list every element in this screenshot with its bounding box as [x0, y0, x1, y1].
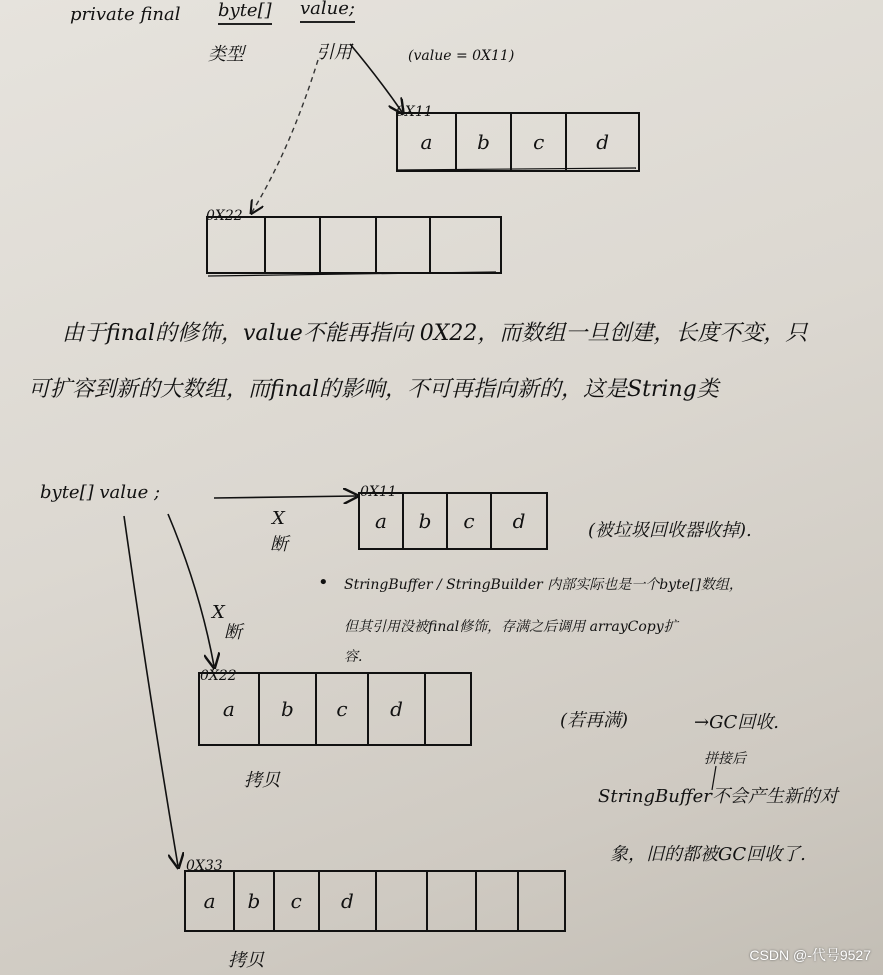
- arrow-section2-to-array3: [214, 496, 356, 498]
- cut-label-2: 断: [224, 622, 242, 643]
- copy-label-1: 拷贝: [244, 770, 280, 791]
- decl-var: value;: [300, 0, 355, 23]
- bracket-line: [396, 168, 636, 170]
- cut-mark-2: X: [212, 602, 225, 623]
- array4-cell: c: [317, 674, 369, 744]
- array4-cell: d: [369, 674, 427, 744]
- array3-cell: a: [360, 494, 404, 548]
- bullet-line1: StringBuffer / StringBuilder 内部实际也是一个byte[]数组，: [344, 577, 743, 593]
- array5-cell: d: [320, 872, 377, 930]
- array3-cell: c: [448, 494, 492, 548]
- array4-cell: a: [200, 674, 260, 744]
- array1-addr: 0X11: [396, 104, 433, 120]
- section2-decl: byte[] value ;: [40, 482, 161, 503]
- bracket-line: [208, 272, 496, 276]
- array5-cell: a: [186, 872, 235, 930]
- sb-line1: StringBuffer不会产生新的对: [598, 786, 838, 807]
- gc-arrow: →GC回收.: [694, 712, 779, 733]
- cut-label-1: 断: [270, 534, 288, 555]
- paragraph-line1: 由于final的修饰，value不能再指向 0X22，而数组一旦创建，长度不变，只: [62, 321, 808, 346]
- bullet-dot: •: [318, 572, 329, 593]
- bullet-line3: 容.: [344, 649, 363, 665]
- bullet-line2: 但其引用没被final修饰，存满之后调用 arrayCopy扩: [344, 619, 678, 635]
- paragraph-line2: 可扩容到新的大数组，而final的影响，不可再指向新的，这是String类: [28, 377, 719, 402]
- arrow-ref-to-array1: [350, 44, 402, 112]
- arrow-section2-to-array5: [124, 516, 178, 866]
- array2-addr: 0X22: [206, 208, 243, 224]
- sb-line2: 象，旧的都被GC回收了.: [610, 844, 806, 865]
- gc-note: (被垃圾回收器收掉).: [588, 520, 752, 541]
- array3-cell: d: [512, 509, 526, 533]
- splice-label: 拼接后: [704, 751, 746, 767]
- array5-cell: b: [235, 872, 274, 930]
- array3-addr: 0X11: [360, 484, 397, 500]
- array1-cell: c: [512, 114, 567, 170]
- label-ref: 引用: [316, 42, 352, 63]
- array3-cell: b: [404, 494, 448, 548]
- array4-cell: b: [260, 674, 318, 744]
- full-again: (若再满): [560, 710, 629, 731]
- splice-arrow: [712, 766, 716, 790]
- array4-addr: 0X22: [200, 668, 237, 684]
- label-type: 类型: [208, 44, 244, 65]
- value-note: (value = 0X11): [408, 48, 515, 64]
- decl-type: byte[]: [218, 0, 272, 25]
- array1-cell: b: [457, 114, 512, 170]
- arrow-section2-to-array4: [168, 514, 214, 666]
- cut-mark-1: X: [272, 508, 285, 529]
- watermark: CSDN @-代号9527: [749, 947, 871, 963]
- array1-cell: d: [596, 130, 610, 154]
- array5-addr: 0X33: [186, 858, 223, 874]
- decl-private: private final: [70, 4, 181, 25]
- array5-cell: c: [275, 872, 320, 930]
- array1-cell: a: [398, 114, 457, 170]
- arrow-ref-to-array2: [252, 60, 318, 212]
- copy-label-2: 拷贝: [228, 950, 264, 971]
